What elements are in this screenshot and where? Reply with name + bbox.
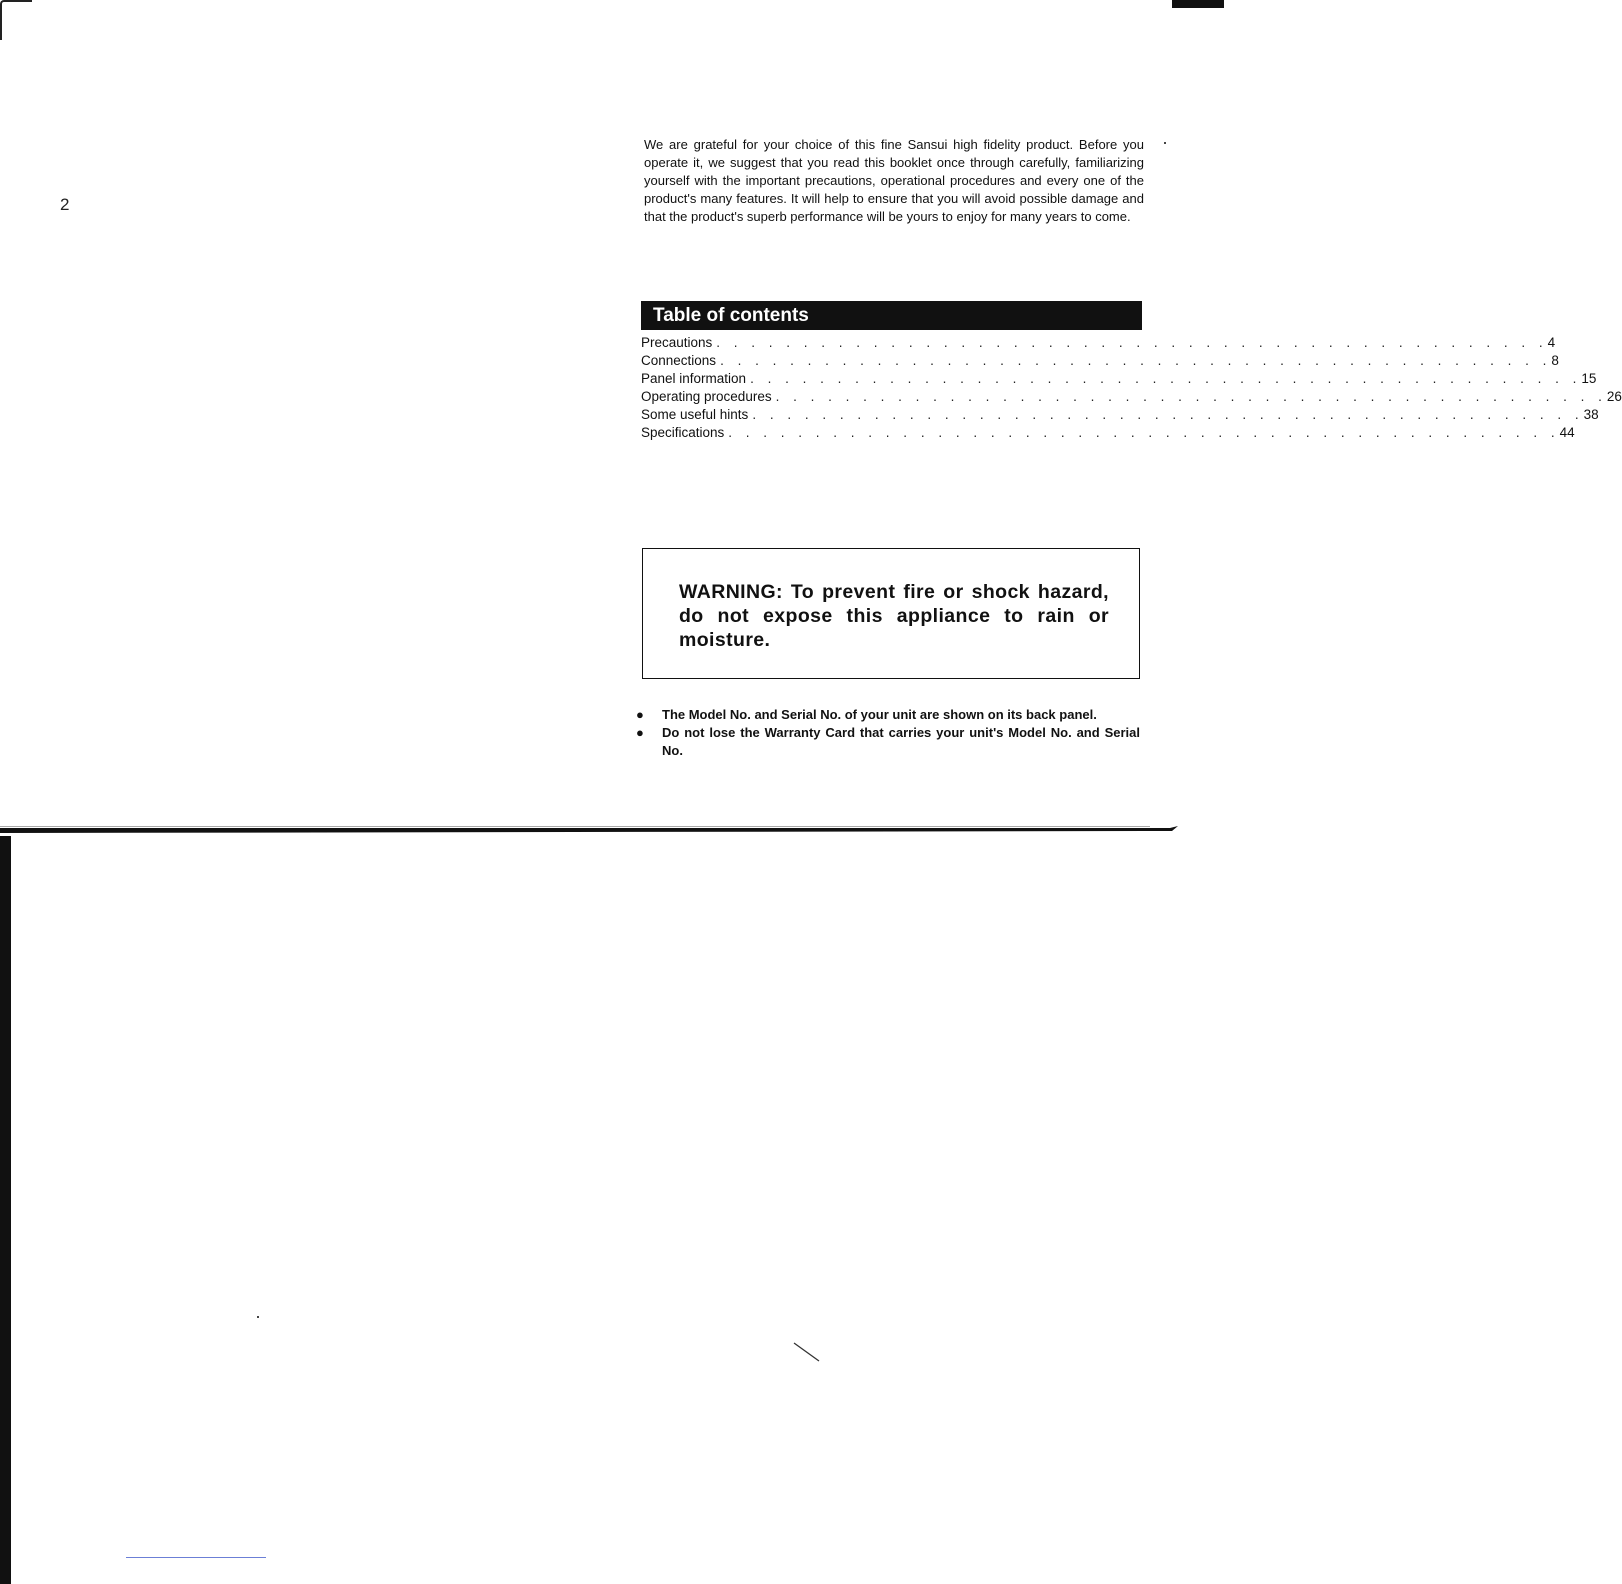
toc-entry-page: 26 (1606, 389, 1622, 404)
toc-entry-label: Operating procedures (641, 389, 772, 404)
toc-title: Table of contents (641, 301, 1142, 330)
toc-entry-page: 38 (1583, 407, 1599, 422)
note-text: Do not lose the Warranty Card that carries your unit's Model No. and Serial No. (662, 725, 1140, 758)
page-fold-line (0, 826, 1180, 834)
toc-leader-dots: . . . . . . . . . . . . . . . . . . . . . . . . . . . . . . . . . . . . . . . . . . . . . . . . (752, 407, 1584, 422)
bullet-icon: ● (636, 707, 644, 722)
toc-entry-connections[interactable] (641, 352, 1559, 370)
toc-entry-label: Some useful hints (641, 407, 749, 422)
warning-text: WARNING: To prevent fire or shock hazard, do not expose this appliance to rain or moisture. (679, 581, 1109, 651)
toc-entry-page: 4 (1547, 335, 1556, 350)
notes-list (630, 706, 1140, 760)
table-of-contents (641, 301, 1622, 442)
toc-leader-dots: . . . . . . . . . . . . . . . . . . . . . . . . . . . . . . . . . . . . . . . . . . . . . . . . (750, 371, 1582, 386)
toc-entry-label: Panel information (641, 371, 747, 386)
toc-entry-precautions[interactable] (641, 334, 1556, 352)
bullet-icon: ● (636, 725, 644, 740)
toc-leader-dots: . . . . . . . . . . . . . . . . . . . . . . . . . . . . . . . . . . . . . . . . . . . . . . . . (720, 353, 1552, 368)
toc-entry-label: Specifications (641, 425, 725, 440)
note-text: The Model No. and Serial No. of your unit are shown on its back panel. (662, 707, 1097, 722)
scan-mark (792, 1340, 822, 1364)
toc-entry-operating-procedures[interactable] (641, 388, 1622, 406)
toc-entry-label: Precautions (641, 335, 713, 350)
page-number: 2 (60, 195, 70, 214)
crop-mark-top-right (1172, 0, 1224, 8)
toc-entry-page: 8 (1551, 353, 1559, 368)
note-item-warranty-card (630, 724, 1140, 760)
toc-entry-page: 15 (1581, 371, 1597, 386)
warning-box (642, 548, 1140, 679)
toc-entry-label: Connections (641, 353, 717, 368)
toc-entry-specifications[interactable] (641, 424, 1575, 442)
toc-leader-dots: . . . . . . . . . . . . . . . . . . . . . . . . . . . . . . . . . . . . . . . . . . . . . . . . (775, 389, 1607, 404)
toc-entry-panel-information[interactable] (641, 370, 1597, 388)
toc-leader-dots: . . . . . . . . . . . . . . . . . . . . . . . . . . . . . . . . . . . . . . . . . . . . . . . . (728, 425, 1560, 440)
scan-speck (1164, 142, 1166, 144)
left-spine-bar (0, 836, 11, 1584)
toc-leader-dots: . . . . . . . . . . . . . . . . . . . . . . . . . . . . . . . . . . . . . . . . . . . . . . . . (716, 335, 1548, 350)
crop-mark-top-left (0, 0, 32, 40)
toc-entry-page: 44 (1559, 425, 1575, 440)
note-item-model-serial (630, 706, 1140, 724)
scan-underline (126, 1557, 266, 1558)
toc-entry-some-useful-hints[interactable] (641, 406, 1599, 424)
intro-paragraph: We are grateful for your choice of this fine Sansui high fidelity product. Before you operate it, we suggest that you read this booklet once through carefully, familiarizing yourself with the important precautions, operational procedures and every one of the product's many features. It will help to ensure that you will avoid possible damage and that the product's superb performance will be yours to enjoy for many years to come. (644, 137, 1144, 224)
scan-speck (257, 1316, 259, 1318)
